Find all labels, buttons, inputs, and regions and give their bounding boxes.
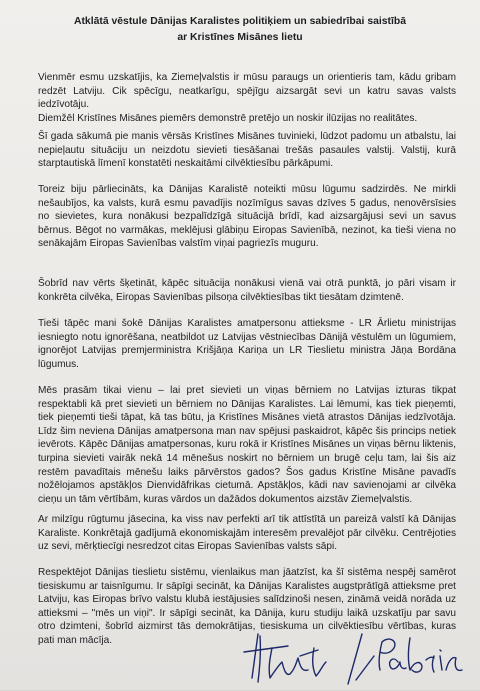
- handwritten-signatures: [230, 626, 470, 686]
- paragraph-3: Šī gada sākumā pie manis vērsās Kristīnes Misānes tuvinieki, lūdzot padomu un atbalstu, lai nepieļautu situāciju un neizdotu sievieti tiesāšanai trešās pasaules valstij. Valstij, kurā starptautiskā līmenī konstatēti neskaitāmi cilvēktiesību pārkāpumi.: [38, 131, 456, 170]
- paragraph-9: Respektējot Dānijas tieslietu sistēmu, vienlaikus man jāatzīst, ka šī sistēma nespēj samērot tiesiskumu ar taisnīgumu. Ir sāpīgi secināt, ka Dānijas Karalistes augstprātīgā attieksme pret Latviju, kas Eiropas brīvo valstu klubā iestājusies salīdzinoši nesen, zināmā veidā norāda uz attieksmi – "mēs un viņi". Ir sāpīgi secināt, ka Dānija, kuru studiju laikā uzskatīju par savu otro dzimteni, šobrīd aizmirst tās demokrātijas, tiesiskuma un cilvēktiesību vērtības, kuras pati man mācīja.: [38, 567, 456, 646]
- letter-title: [40, 14, 440, 46]
- paragraph-1: Vienmēr esmu uzskatījis, ka Ziemeļvalstis ir mūsu paraugs un orientieris tam, kādu gribam redzēt Latviju. Cik spēcīgu, neatkarīgu, spējīgu aizsargāt sevi un katru savas valsts iedzīvotāju.: [38, 72, 456, 111]
- paragraph-5: Šobrīd nav vērts šķetināt, kāpēc situācija nonākusi vienā vai otrā punktā, jo pāri visam ir konkrēta cilvēka, Eiropas Savienības pilsoņa cilvēktiesības tikt tiesātam dzimtenē.: [38, 278, 456, 303]
- signature-2: [348, 634, 462, 684]
- paragraph-7: Mēs prasām tikai vienu – lai pret sievieti un viņas bērniem no Latvijas izturas tikpat respektabli kā pret sievieti un bērniem no Dānijas Karalistes. Lai lēmumi, kas tiek pieņemti, tiek pieņemti tieši tāpat, kā tas būtu, ja Kristīnes Misānes vietā atrastos Dānijas iedzīvotāja. Līdz šim neviena Dānijas amatpersona man nav spējusi paskaidrot, kāpēc šis princips netiek ievērots. Kāpēc Dānijas amatpersonas, kuru rokā ir Kristīnes Misānes un viņas bērnu liktenis, turpina sievieti vairāk nekā 14 mēnešus noskirt no bērniem un brugē ceļu tam, lai šis aiz restēm pavadītais mēnešu laiks pārvērstos gados? Šos gadus Kristīne Misāne pavadīs nožēlojamos apstākļos Dienvidāfrikas cietumā. Apstākļos, kādi nav savienojami ar cilvēka cieņu un tām vērtībām, kuras vārdos un dažādos dokumentos aizstāv Ziemeļvalstis.: [38, 385, 456, 505]
- paragraph-2: Diemžēl Kristīnes Misānes piemērs demonstrē pretējo un noskir ilūzijas no realitātes.: [38, 113, 418, 124]
- paragraph-8: Ar milzīgu rūgtumu jāsecina, ka viss nav perfekti arī tik attīstītā un pareizā valstī kā Dānijas Karaliste. Konkrētajā gadījumā ekonomiskajām interesēm prevalējot pār cilvēku. Centrējoties uz sevi, mērķtiecīgi nesredzot citas Eiropas Savienības valsts sāpi.: [38, 514, 456, 553]
- signature-1: [244, 634, 326, 682]
- signatures: [230, 626, 470, 686]
- title-line-2: ar Kristīnes Misānes lietu: [177, 32, 303, 43]
- title-line-1: Atklātā vēstule Dānijas Karalistes politiķiem un sabiedrībai saistībā: [73, 16, 407, 27]
- paragraph-6: Tieši tāpēc mani šokē Dānijas Karalistes amatpersonu attieksme - LR Ārlietu ministrijas iesniegto notu ignorēšana, neatbildot uz Latvijas vēstniecības Dānijā vēstulēm un lūgumiem, ignorējot Latvijas premjerministra Krišjāņa Kariņa un LR Tieslietu ministra Jāņa Bordāna lūgumus.: [38, 318, 456, 370]
- paragraph-4: Toreiz biju pārliecināts, ka Dānijas Karalistē noteikti mūsu lūgumu sadzirdēs. Ne mirkli nešaubījos, ka valsts, kurā esmu pavadījis nozīmīgus savas dzīves 5 gadus, nenovērsīsies no sievietes, kura nonākusi bezpalīdzīgā situācijā brīdī, kad aizsargājusi sevi un savus bērnus. Bēgot no varmākas, meklējusi glābiņu Eiropas Savienībā, nezinot, ka tieši viena no senākajām Eiropas Savienības valstīm viņai pagriezīs muguru.: [38, 184, 456, 250]
